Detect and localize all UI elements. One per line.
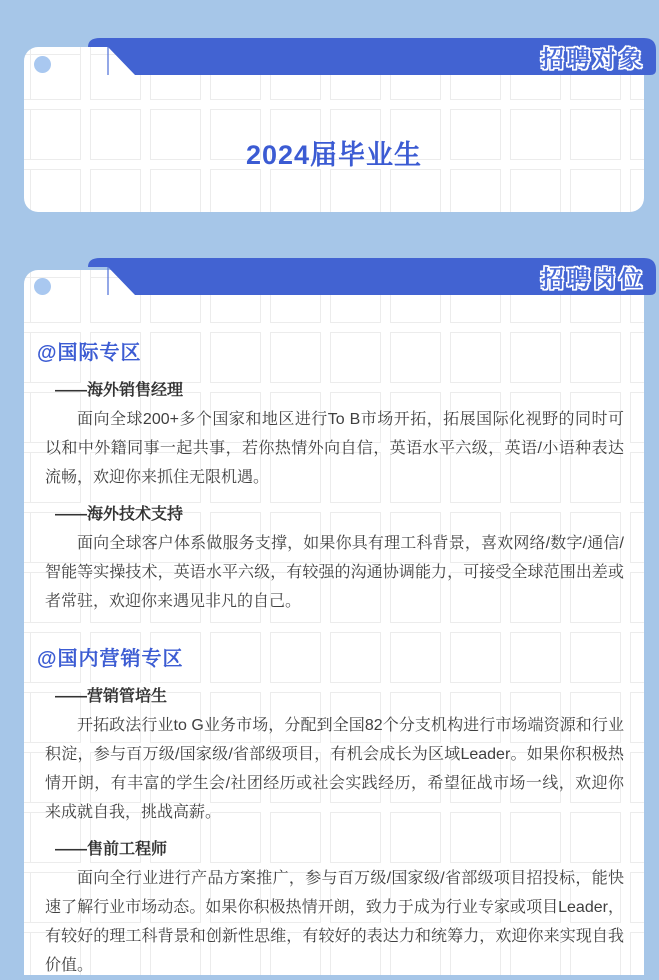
zone-title-domestic-marketing: @国内营销专区 xyxy=(37,648,184,670)
target-ribbon xyxy=(88,38,656,75)
jobs-content xyxy=(37,270,624,980)
job-title-marketing-trainee: ——营销管培生 xyxy=(55,688,168,705)
jobs-ribbon-title: 招聘岗位 xyxy=(541,265,645,291)
card-corner-dot xyxy=(34,56,51,73)
job-title-presales-engineer: ——售前工程师 xyxy=(55,841,168,858)
job-desc-marketing-trainee: 开拓政法行业to G业务市场，分配到全国82个分支机构进行市场端资源和行业积淀，参与百万级/国家级/省部级项目，有机会成长为区域Leader。如果你积极热情开朗，有丰富的学生会/社团经历或社会实践经历，希望征战市场一线，欢迎你来成就自我，挑战高薪。 xyxy=(45,717,624,821)
job-desc-overseas-sales: 面向全球200+多个国家和地区进行To B市场开拓，拓展国际化视野的同时可以和中外籍同事一起共事，若你热情外向自信，英语水平六级，英语/小语种表达流畅，欢迎你来抓住无限机遇。 xyxy=(45,411,624,486)
zone-title-international: @国际专区 xyxy=(37,342,142,364)
job-title-overseas-support: ——海外技术支持 xyxy=(55,506,184,523)
target-headline: 2024届毕业生 xyxy=(245,140,423,170)
target-ribbon-title: 招聘对象 xyxy=(541,45,645,71)
job-desc-overseas-support: 面向全球客户体系做服务支撑，如果你具有理工科背景，喜欢网络/数字/通信/智能等实操技术，英语水平六级，有较强的沟通协调能力，可接受全球范围出差或者常驻，欢迎你来遇见非凡的自己。 xyxy=(45,535,624,610)
job-desc-presales-engineer: 面向全行业进行产品方案推广，参与百万级/国家级/省部级项目招投标，能快速了解行业市场动态。如果你积极热情开朗，致力于成为行业专家或项目Leader，有较好的理工科背景和创新性思维，有较好的表达力和统筹力，欢迎你来实现自我价值。 xyxy=(45,870,624,974)
job-title-overseas-sales: ——海外销售经理 xyxy=(55,382,184,399)
